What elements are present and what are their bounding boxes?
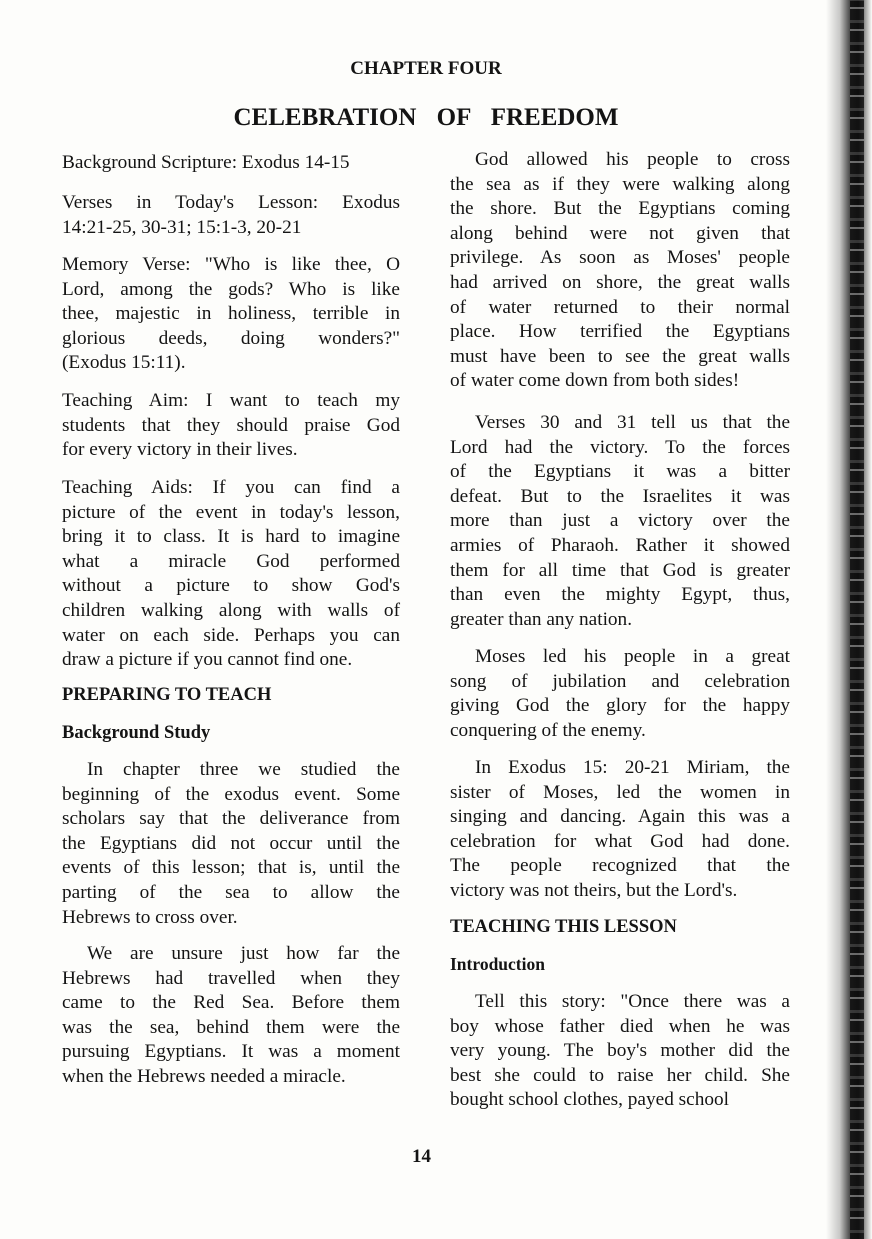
text-line: children walking along with walls of: [62, 599, 400, 621]
text-line: parting of the sea to allow the: [62, 881, 400, 903]
text-line: Lord had the victory. To the forces: [450, 436, 790, 458]
text-line: song of jubilation and celebration: [450, 670, 790, 692]
paragraph: [62, 389, 400, 463]
text-line: boy whose father died when he was: [450, 1015, 790, 1037]
text-line: thee, majestic in holiness, terrible in: [62, 303, 400, 325]
text-line: conquering of the enemy.: [450, 719, 646, 741]
text-line: more than just a victory over the: [450, 510, 790, 532]
text-line: draw a picture if you cannot find one.: [62, 649, 353, 671]
text-line: events of this lesson; that is, until the: [62, 857, 400, 879]
text-line: Verses 30 and 31 tell us that the: [475, 412, 790, 433]
paragraph: [450, 645, 790, 743]
text-line: In Exodus 15: 20-21 Miriam, the: [475, 757, 790, 778]
section-heading: PREPARING TO TEACH: [62, 685, 272, 705]
text-line: privilege. As soon as Moses' people: [450, 247, 790, 269]
text-line: 14:21-25, 30-31; 15:1-3, 20-21: [62, 216, 302, 238]
text-line: In chapter three we studied the: [87, 759, 400, 780]
paragraph: [450, 990, 790, 1113]
text-line: sister of Moses, led the women in: [450, 781, 790, 803]
text-line: greater than any nation.: [450, 608, 633, 630]
text-line: water on each side. Perhaps you can: [62, 624, 400, 646]
text-line: of water come down from both sides!: [450, 370, 740, 392]
text-line: students that they should praise God: [62, 414, 400, 436]
text-line: than even the mighty Egypt, thus,: [450, 584, 790, 606]
text-line: without a picture to show God's: [62, 575, 400, 597]
text-line: the sea as if they were walking along: [450, 173, 790, 195]
text-line: had arrived on shore, the great walls: [450, 271, 790, 293]
section-heading: TEACHING THIS LESSON: [450, 917, 677, 937]
text-line: The people recognized that the: [450, 855, 790, 877]
text-line: armies of Pharaoh. Rather it showed: [450, 534, 790, 556]
scan-edge-binding: [850, 0, 864, 1239]
text-line: what a miracle God performed: [62, 550, 400, 572]
text-line: bought school clothes, payed school: [450, 1089, 729, 1111]
page-number: 14: [412, 1146, 431, 1167]
text-line: of water returned to their normal: [450, 296, 790, 318]
text-line: glorious deeds, doing wonders?": [62, 327, 400, 349]
text-line: (Exodus 15:11).: [62, 352, 186, 374]
paragraph: [450, 148, 790, 394]
paragraph: [62, 253, 400, 376]
text-line: celebration for what God had done.: [450, 830, 790, 852]
text-line: picture of the event in today's lesson,: [62, 501, 400, 523]
text-line: must have been to see the great walls: [450, 345, 790, 367]
text-line: Hebrews to cross over.: [62, 906, 238, 928]
text-line: them for all time that God is greater: [450, 559, 790, 581]
scan-edge-shadow: [826, 0, 872, 1239]
text-line: along behind were not given that: [450, 222, 790, 244]
text-line: Memory Verse: "Who is like thee, O: [62, 254, 400, 275]
text-line: defeat. But to the Israelites it was: [450, 485, 790, 507]
text-line: We are unsure just how far the: [87, 943, 400, 964]
text-line: giving God the glory for the happy: [450, 695, 790, 717]
text-line: Background Scripture: Exodus 14-15: [62, 152, 350, 173]
text-line: beginning of the exodus event. Some: [62, 783, 400, 805]
subheading: Background Study: [62, 723, 211, 743]
text-line: the shore. But the Egyptians coming: [450, 198, 790, 220]
text-line: best she could to raise her child. She: [450, 1064, 790, 1086]
text-line: pursuing Egyptians. It was a moment: [62, 1041, 400, 1063]
text-line: Moses led his people in a great: [475, 646, 790, 667]
text-line: God allowed his people to cross: [475, 149, 790, 170]
paragraph: [62, 476, 400, 673]
text-line: victory was not theirs, but the Lord's.: [450, 879, 738, 901]
paragraph: [62, 191, 400, 240]
text-line: the Egyptians did not occur until the: [62, 832, 400, 854]
text-line: Lord, among the gods? Who is like: [62, 278, 400, 300]
text-line: scholars say that the deliverance from: [62, 808, 400, 830]
paragraph: [62, 942, 400, 1090]
text-line: singing and dancing. Again this was a: [450, 806, 790, 828]
paragraph: [450, 756, 790, 904]
paragraph: [450, 411, 790, 632]
text-line: Teaching Aids: If you can find a: [62, 477, 400, 498]
text-line: was the sea, behind them were the: [62, 1016, 400, 1038]
text-line: Hebrews had travelled when they: [62, 967, 400, 989]
text-line: for every victory in their lives.: [62, 439, 298, 461]
text-line: of the Egyptians it was a bitter: [450, 461, 790, 483]
paragraph: [62, 151, 400, 176]
text-line: Tell this story: "Once there was a: [475, 991, 790, 1012]
text-line: bring it to class. It is hard to imagine: [62, 526, 400, 548]
paragraph: [62, 758, 400, 930]
text-line: when the Hebrews needed a miracle.: [62, 1065, 346, 1087]
text-line: Verses in Today's Lesson: Exodus: [62, 192, 400, 213]
chapter-title: CELEBRATION OF FREEDOM: [233, 104, 619, 131]
text-line: very young. The boy's mother did the: [450, 1040, 790, 1062]
text-line: Teaching Aim: I want to teach my: [62, 390, 400, 411]
subheading: Introduction: [450, 954, 545, 974]
chapter-label: CHAPTER FOUR: [350, 58, 502, 79]
text-line: came to the Red Sea. Before them: [62, 992, 400, 1014]
text-line: place. How terrified the Egyptians: [450, 321, 790, 343]
